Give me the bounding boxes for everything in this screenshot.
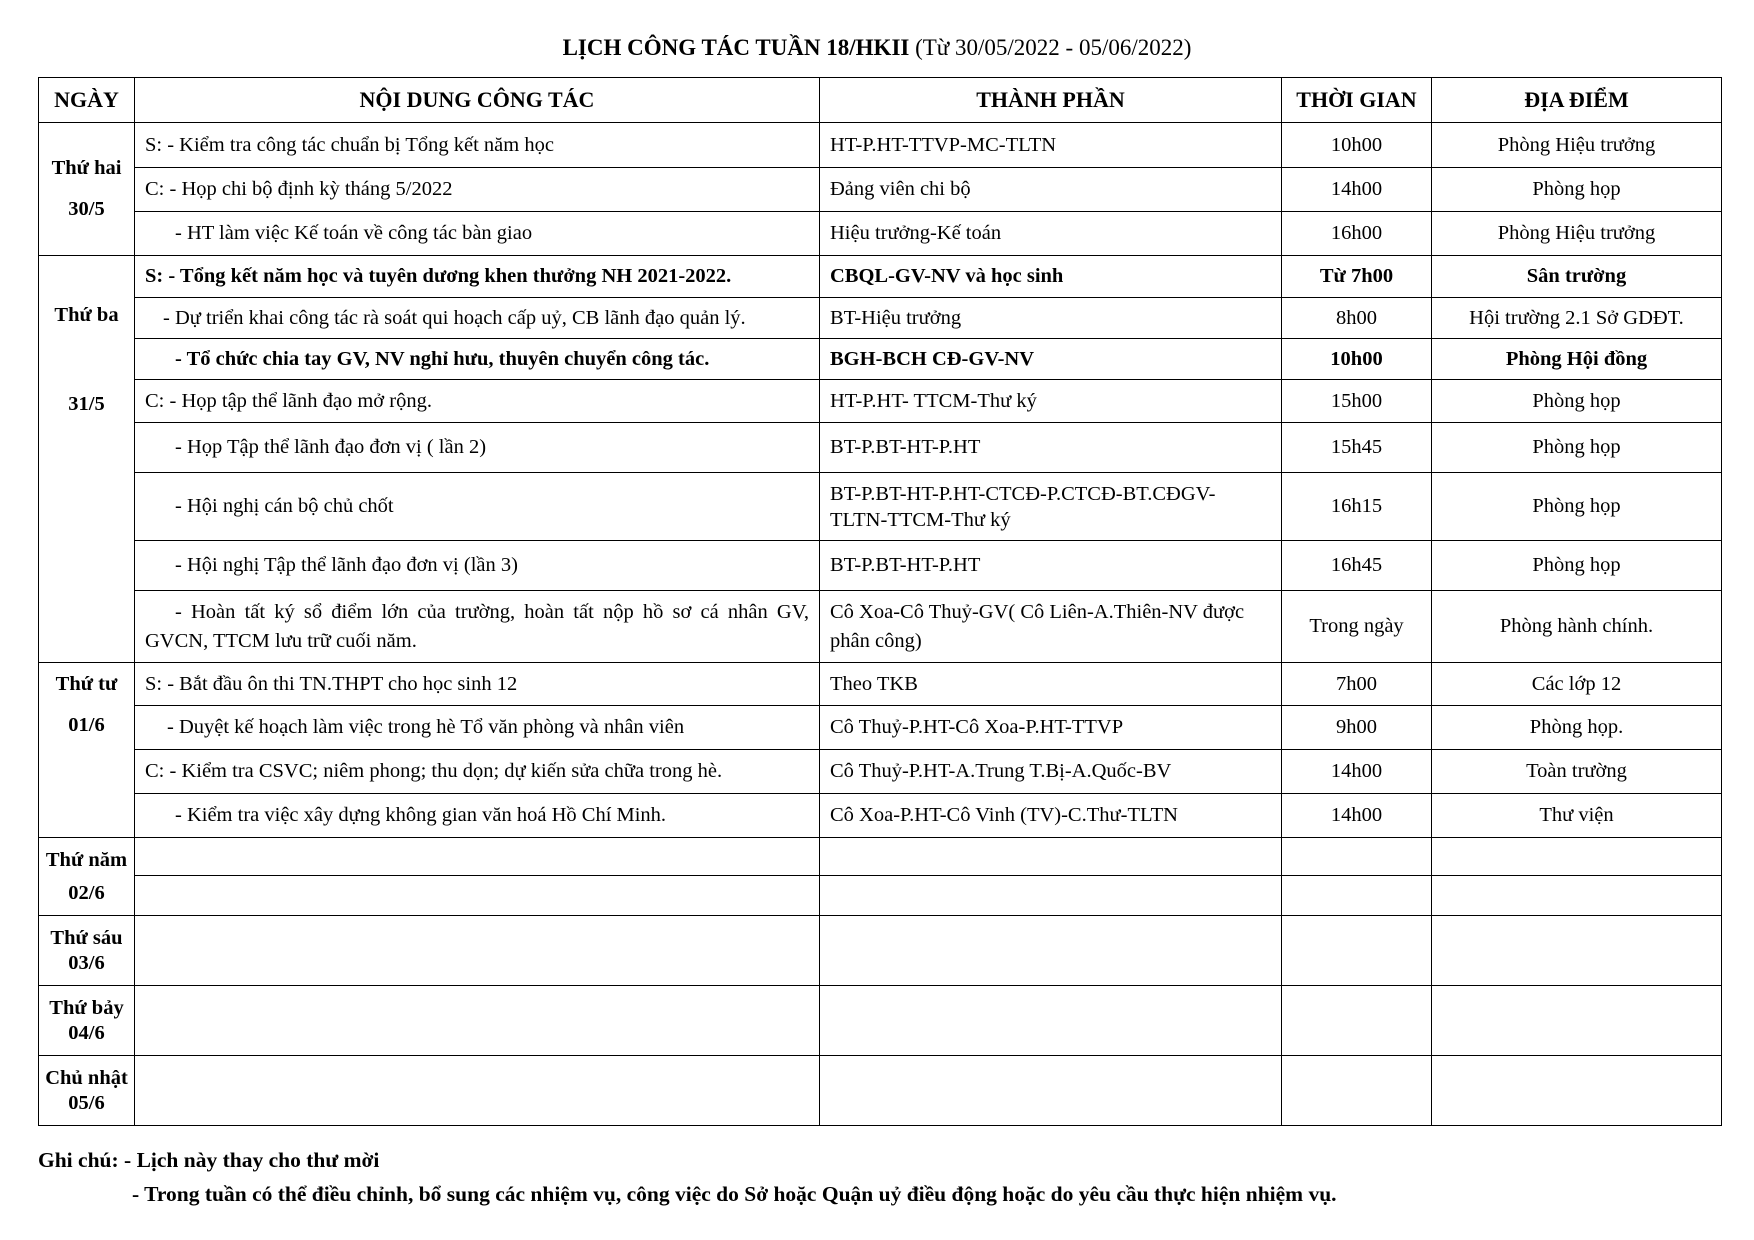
day-date: 02/6	[68, 881, 105, 904]
header-content: NỘI DUNG CÔNG TÁC	[135, 78, 820, 123]
header-day: NGÀY	[39, 78, 135, 123]
task-members: BT-P.BT-HT-P.HT	[820, 423, 1282, 473]
task-place: Phòng họp	[1432, 541, 1722, 591]
page-title	[0, 34, 1754, 62]
task-content: - Họp Tập thể lãnh đạo đơn vị ( lần 2)	[135, 423, 820, 473]
day-name: Thứ bảy	[49, 996, 124, 1019]
day-date: 03/6	[68, 951, 105, 974]
empty-cell	[1432, 876, 1722, 916]
task-content: - Tổ chức chia tay GV, NV nghỉ hưu, thuyên chuyển công tác.	[135, 339, 820, 380]
task-content: - Kiểm tra việc xây dựng không gian văn hoá Hồ Chí Minh.	[135, 794, 820, 838]
task-time: 14h00	[1282, 750, 1432, 794]
table-row	[39, 168, 1722, 212]
day-cell-monday	[39, 123, 135, 256]
table-row	[39, 1056, 1722, 1126]
empty-cell	[135, 876, 820, 916]
task-time: 9h00	[1282, 706, 1432, 750]
task-place: Các lớp 12	[1432, 663, 1722, 706]
day-cell-thursday	[39, 838, 135, 916]
empty-cell	[820, 1056, 1282, 1126]
table-row	[39, 423, 1722, 473]
day-name: Chủ nhật	[45, 1066, 128, 1089]
task-time: 15h45	[1282, 423, 1432, 473]
task-members: BT-P.BT-HT-P.HT	[820, 541, 1282, 591]
task-time: 16h45	[1282, 541, 1432, 591]
table-row	[39, 916, 1722, 986]
task-time: 16h00	[1282, 212, 1432, 256]
day-date: 31/5	[68, 393, 105, 415]
title-date-range: (Từ 30/05/2022 - 05/06/2022)	[915, 35, 1192, 60]
day-name: Thứ tư	[55, 673, 118, 695]
task-time: 14h00	[1282, 168, 1432, 212]
task-place: Phòng họp	[1432, 380, 1722, 423]
table-row	[39, 541, 1722, 591]
task-members: Theo TKB	[820, 663, 1282, 706]
empty-cell	[135, 838, 820, 876]
table-row	[39, 123, 1722, 168]
task-time: Trong ngày	[1282, 591, 1432, 663]
day-name: Thứ năm	[45, 848, 128, 871]
empty-cell	[1432, 916, 1722, 986]
table-row	[39, 794, 1722, 838]
task-time: 15h00	[1282, 380, 1432, 423]
empty-cell	[1282, 1056, 1432, 1126]
task-members: CBQL-GV-NV và học sinh	[820, 256, 1282, 298]
notes-line-2: - Trong tuần có thể điều chỉnh, bổ sung các nhiệm vụ, công việc do Sở hoặc Quận uỷ điều động hoặc do yêu cầu thực hiện nhiệm vụ.	[132, 1182, 1337, 1206]
header-members: THÀNH PHẦN	[820, 78, 1282, 123]
empty-cell	[1282, 838, 1432, 876]
task-content: S: - Tổng kết năm học và tuyên dương khen thưởng NH 2021-2022.	[135, 256, 820, 298]
task-members: BT-Hiệu trưởng	[820, 298, 1282, 339]
day-cell-tuesday	[39, 256, 135, 663]
day-cell-wednesday	[39, 663, 135, 838]
task-content: - Hội nghị cán bộ chủ chốt	[135, 473, 820, 541]
day-cell-friday	[39, 916, 135, 986]
table-row	[39, 339, 1722, 380]
empty-cell	[820, 876, 1282, 916]
task-time: 10h00	[1282, 339, 1432, 380]
empty-cell	[135, 986, 820, 1056]
task-members: BGH-BCH CĐ-GV-NV	[820, 339, 1282, 380]
task-place: Phòng Hội đồng	[1432, 339, 1722, 380]
table-row	[39, 750, 1722, 794]
task-members: Cô Thuỷ-P.HT-A.Trung T.Bị-A.Quốc-BV	[820, 750, 1282, 794]
task-members: BT-P.BT-HT-P.HT-CTCĐ-P.CTCĐ-BT.CĐGV-TLTN-TTCM-Thư ký	[820, 473, 1282, 541]
task-time: 10h00	[1282, 123, 1432, 168]
task-place: Phòng họp.	[1432, 706, 1722, 750]
table-row	[39, 591, 1722, 663]
day-date: 04/6	[68, 1021, 105, 1044]
day-name: Thứ sáu	[50, 926, 123, 949]
empty-cell	[1432, 838, 1722, 876]
title-main: LỊCH CÔNG TÁC TUẦN 18/HKII	[562, 35, 910, 60]
day-cell-saturday	[39, 986, 135, 1056]
task-place: Phòng Hiệu trưởng	[1432, 212, 1722, 256]
task-place: Toàn trường	[1432, 750, 1722, 794]
task-time: 16h15	[1282, 473, 1432, 541]
table-row	[39, 876, 1722, 916]
task-place: Phòng họp	[1432, 168, 1722, 212]
task-place: Phòng họp	[1432, 473, 1722, 541]
task-content: - Hoàn tất ký sổ điểm lớn của trường, hoàn tất nộp hồ sơ cá nhân GV, GVCN, TTCM lưu trữ cuối năm.	[135, 591, 820, 663]
empty-cell	[1282, 916, 1432, 986]
table-row	[39, 256, 1722, 298]
empty-cell	[1282, 876, 1432, 916]
header-place: ĐỊA ĐIỂM	[1432, 78, 1722, 123]
task-time: 8h00	[1282, 298, 1432, 339]
task-members: Cô Xoa-P.HT-Cô Vinh (TV)-C.Thư-TLTN	[820, 794, 1282, 838]
task-place: Phòng hành chính.	[1432, 591, 1722, 663]
task-members: HT-P.HT- TTCM-Thư ký	[820, 380, 1282, 423]
table-row	[39, 212, 1722, 256]
notes-label: Ghi chú:	[38, 1148, 119, 1172]
empty-cell	[1282, 986, 1432, 1056]
task-content: - Dự triển khai công tác rà soát qui hoạch cấp uỷ, CB lãnh đạo quản lý.	[135, 298, 820, 339]
task-members: Cô Xoa-Cô Thuỷ-GV( Cô Liên-A.Thiên-NV được phân công)	[820, 591, 1282, 663]
task-place: Thư viện	[1432, 794, 1722, 838]
table-row	[39, 838, 1722, 876]
header-time: THỜI GIAN	[1282, 78, 1432, 123]
day-date: 01/6	[68, 714, 105, 736]
notes-line-1	[38, 1143, 1337, 1177]
task-time: Từ 7h00	[1282, 256, 1432, 298]
empty-cell	[1432, 986, 1722, 1056]
task-place: Sân trường	[1432, 256, 1722, 298]
header-row	[39, 78, 1722, 123]
task-time: 7h00	[1282, 663, 1432, 706]
table-row	[39, 663, 1722, 706]
task-content: C: - Họp tập thể lãnh đạo mở rộng.	[135, 380, 820, 423]
table-row	[39, 706, 1722, 750]
task-time: 14h00	[1282, 794, 1432, 838]
task-members: Đảng viên chi bộ	[820, 168, 1282, 212]
table-row	[39, 380, 1722, 423]
empty-cell	[135, 916, 820, 986]
notes-section	[38, 1143, 1337, 1211]
table-row	[39, 986, 1722, 1056]
task-content: - HT làm việc Kế toán về công tác bàn giao	[135, 212, 820, 256]
day-date: 30/5	[68, 198, 105, 220]
table-row	[39, 298, 1722, 339]
table-row	[39, 473, 1722, 541]
empty-cell	[820, 986, 1282, 1056]
empty-cell	[135, 1056, 820, 1126]
task-content: C: - Họp chi bộ định kỳ tháng 5/2022	[135, 168, 820, 212]
day-name: Thứ hai	[51, 157, 122, 179]
day-date: 05/6	[68, 1091, 105, 1114]
empty-cell	[1432, 1056, 1722, 1126]
task-content: C: - Kiểm tra CSVC; niêm phong; thu dọn; dự kiến sửa chữa trong hè.	[135, 750, 820, 794]
task-place: Phòng Hiệu trưởng	[1432, 123, 1722, 168]
task-content: - Duyệt kế hoạch làm việc trong hè Tổ văn phòng và nhân viên	[135, 706, 820, 750]
task-place: Hội trường 2.1 Sở GDĐT.	[1432, 298, 1722, 339]
schedule-table	[38, 77, 1722, 1126]
day-cell-sunday	[39, 1056, 135, 1126]
task-members: Cô Thuỷ-P.HT-Cô Xoa-P.HT-TTVP	[820, 706, 1282, 750]
task-content: S: - Kiểm tra công tác chuẩn bị Tổng kết năm học	[135, 123, 820, 168]
notes-text-1: - Lịch này thay cho thư mời	[118, 1148, 380, 1172]
task-members: Hiệu trưởng-Kế toán	[820, 212, 1282, 256]
task-content: S: - Bắt đầu ôn thi TN.THPT cho học sinh 12	[135, 663, 820, 706]
task-members: HT-P.HT-TTVP-MC-TLTN	[820, 123, 1282, 168]
task-content: - Hội nghị Tập thể lãnh đạo đơn vị (lần 3)	[135, 541, 820, 591]
day-name: Thứ ba	[54, 304, 119, 326]
empty-cell	[820, 916, 1282, 986]
empty-cell	[820, 838, 1282, 876]
task-place: Phòng họp	[1432, 423, 1722, 473]
